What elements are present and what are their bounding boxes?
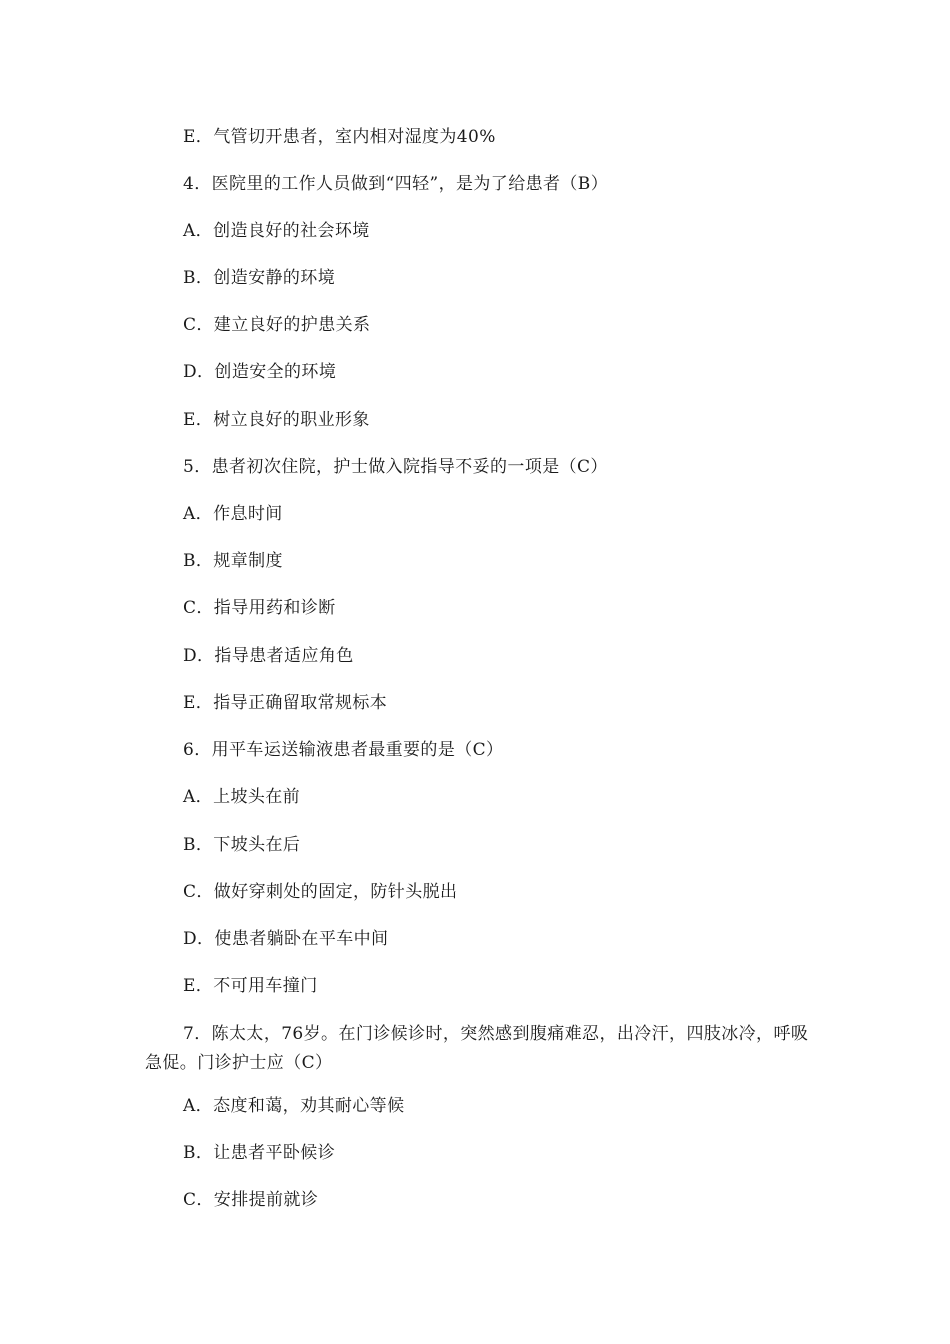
option-d-q4: D．创造安全的环境 — [183, 362, 337, 382]
option-c-q7: C．安排提前就诊 — [183, 1190, 319, 1210]
option-e-q6: E．不可用车撞门 — [183, 976, 318, 996]
option-d-q5: D．指导患者适应角色 — [183, 646, 354, 666]
question-4: 4．医院里的工作人员做到“四轻”，是为了给患者（B） — [183, 174, 609, 194]
option-b-q4: B．创造安静的环境 — [183, 268, 336, 288]
question-6: 6．用平车运送输液患者最重要的是（C） — [183, 740, 504, 760]
option-a-q6: A．上坡头在前 — [183, 787, 301, 807]
question-7: 7．陈太太，76岁。在门诊候诊时，突然感到腹痛难忍，出冷汗，四肢冰冷，呼吸急促。门诊护士应（C） — [145, 1024, 809, 1073]
option-e-q3: E．气管切开患者，室内相对湿度为40% — [183, 127, 496, 147]
option-a-q4: A．创造良好的社会环境 — [183, 221, 370, 241]
option-a-q5: A．作息时间 — [183, 504, 283, 524]
option-c-q6: C．做好穿刺处的固定，防针头脱出 — [183, 882, 458, 902]
option-c-q4: C．建立良好的护患关系 — [183, 315, 371, 335]
option-e-q4: E．树立良好的职业形象 — [183, 410, 370, 430]
option-b-q5: B．规章制度 — [183, 551, 283, 571]
option-b-q6: B．下坡头在后 — [183, 835, 301, 855]
option-b-q7: B．让患者平卧候诊 — [183, 1143, 336, 1163]
option-a-q7: A．态度和蔼，劝其耐心等候 — [183, 1096, 405, 1116]
option-e-q5: E．指导正确留取常规标本 — [183, 693, 388, 713]
option-d-q6: D．使患者躺卧在平车中间 — [183, 929, 389, 949]
question-5: 5．患者初次住院，护士做入院指导不妥的一项是（C） — [183, 457, 608, 477]
option-c-q5: C．指导用药和诊断 — [183, 598, 336, 618]
